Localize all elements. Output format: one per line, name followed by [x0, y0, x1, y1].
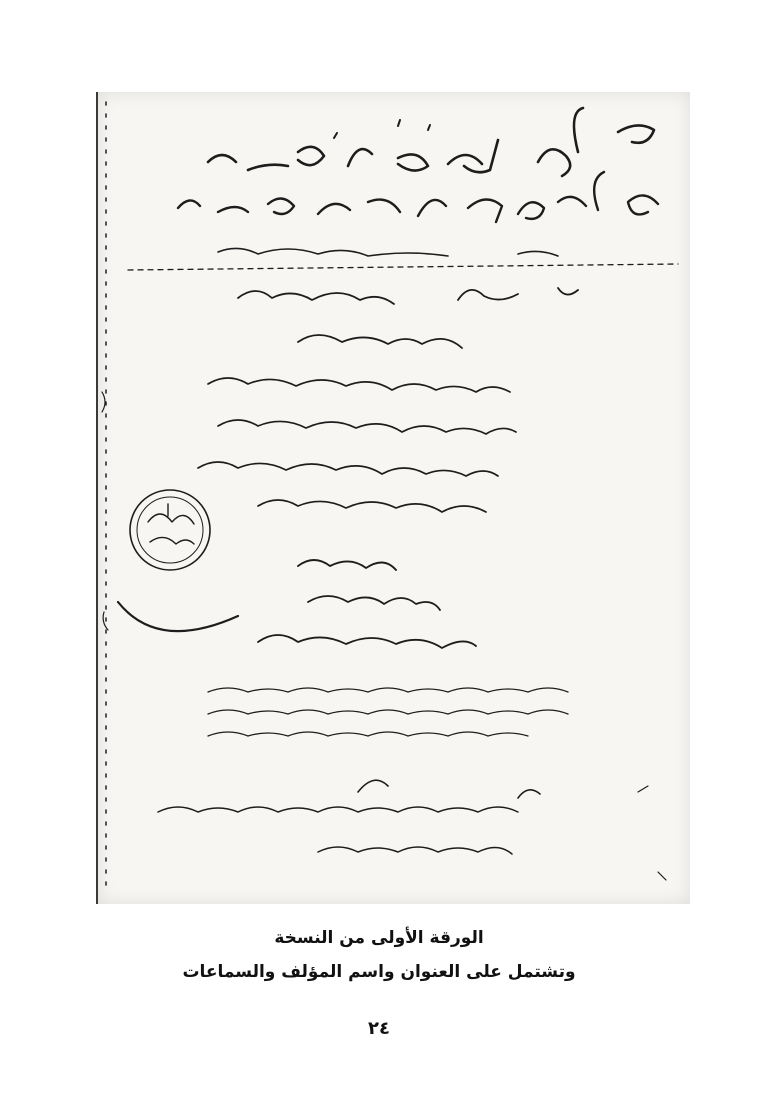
page-number: ٢٤	[368, 1018, 390, 1039]
caption-line-2: وتشتمل على العنوان واسم المؤلف والسماعات	[182, 962, 576, 982]
caption-line-1: الورقة الأولى من النسخة	[274, 928, 484, 948]
library-seal	[130, 490, 210, 570]
manuscript-image	[96, 92, 690, 904]
title-line-2	[178, 172, 658, 222]
manuscript-handwriting	[98, 92, 690, 904]
title-line-1	[208, 108, 654, 176]
